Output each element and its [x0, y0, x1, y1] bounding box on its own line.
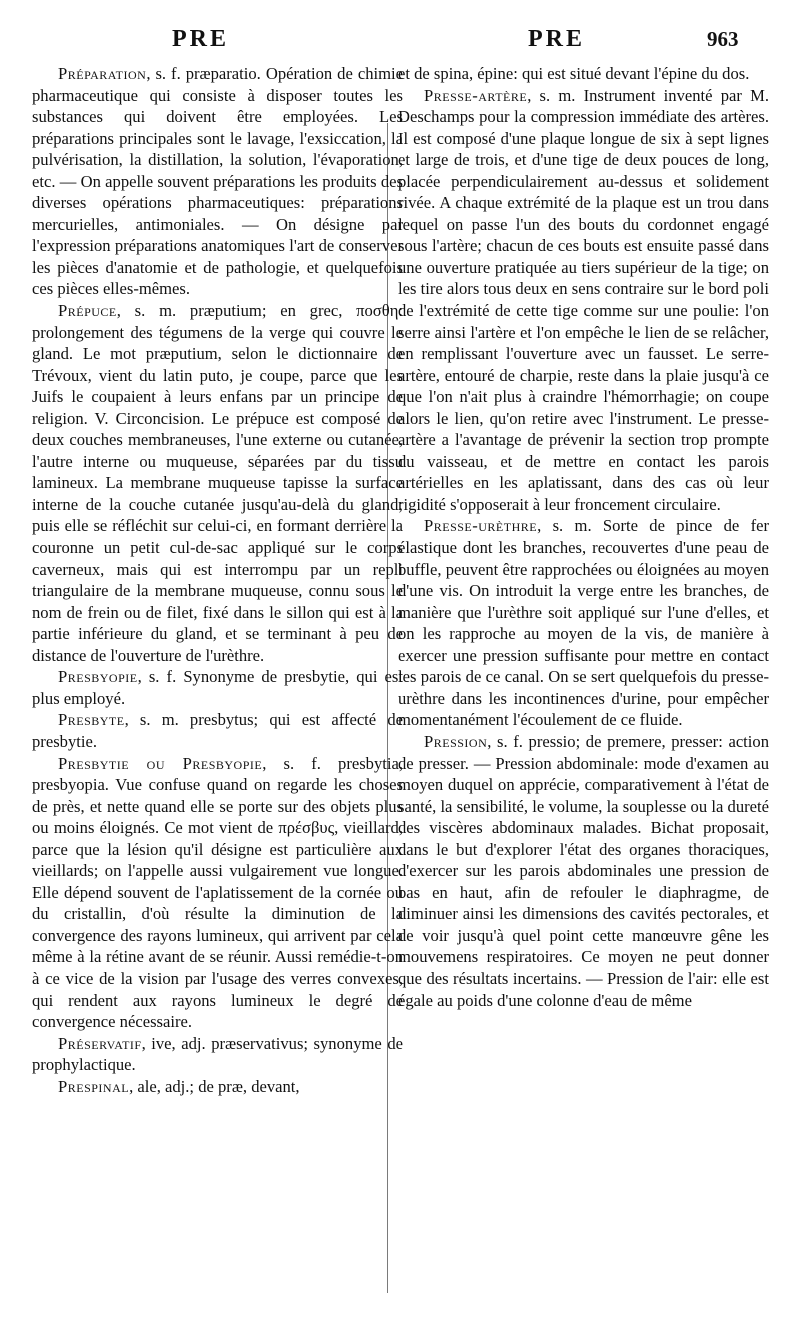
- entry-text: , s. f. presbytia, presbyopia. Vue confuse quand on regarde les choses de près, et nette quand elle se porte sur des objets plus ou moins éloignés. Ce mot vient de πρέσβυς, vieillard, parce que la lésion qu'il désigne est particulière aux vieillards; on l'appelle aussi vulgairement vue longue. Elle dépend souvent de l'aplatissement de la cornée ou du cristallin, d'où résulte la diminution de la convergence des rayons lumineux, qui arrivent par cela même à la rétine avant de se réunir. Aussi remédie-t-on à ce vice de la vision par l'usage des verres convexes, qui rendent aux rayons lumineux le degré de convergence nécessaire.: [32, 753, 403, 1032]
- entry-text: , s. f. Synonyme de presbytie, qui est plus employé.: [32, 667, 403, 708]
- entry-text: , s. m. Sorte de pince de fer élastique dont les branches, recouvertes d'une peau de buffle, peuvent être rapprochées ou éloignées au moyen d'une vis. On introduit la verge entre les branches, de manière que l'urèthre soit appliqué sur l'une d'elles, et on les rapproche au moyen de la vis, de manière à exercer une pression suffisante pour mettre en contact les parois de ce canal. On se sert quelquefois du presse-urèthre dans les incontinences d'urine, pour empêcher momentanément l'écoulement de ce fluide.: [398, 516, 769, 730]
- entry-pression: [398, 731, 769, 1011]
- running-head-left: PRE: [172, 26, 229, 52]
- entry-presbytie: [32, 753, 403, 1033]
- entry-text: , s. m. presbytus; qui est affecté de presbytie.: [32, 710, 403, 751]
- entry-text: , s. f. pressio; de premere, presser: action de presser. — Pression abdominale: mode d'examen au moyen duquel on apprécie, comparativement à l'état de santé, la sensibilité, le volume, la souplesse ou la dureté des viscères abdominaux malades. Bichat proposait, dans le but d'explorer l'état des organes thoraciques, d'exercer sur les parois abdominales une pression de bas en haut, afin de refouler le diaphragme, de diminuer ainsi les dimensions des cavités pectorales, et de voir jusqu'à quel point cette manœuvre gêne les mouvemens respiratoires. Ce moyen ne peut donner que des résultats incertains. — Pression de l'air: elle est égale au poids d'une colonne d'eau de même: [398, 731, 769, 1010]
- entry-presbyte: [32, 709, 403, 752]
- entry-text: , s. f. præparatio. Opération de chimie pharmaceutique qui consiste à disposer toutes les substances qui doivent être employées. Les préparations principales sont le lavage, l'exsiccation, la pulvérisation, la distillation, la solution, l'évaporation, etc. — On appelle souvent préparations les produits des diverses opérations pharmaceutiques: préparations mercurielles, antimoniales. — On désigne par l'expression préparations anatomiques l'art de conserver les pièces d'anatomie et de pathologie, et quelquefois ces pièces elles-mêmes.: [32, 64, 403, 299]
- running-head-right: PRE: [528, 26, 585, 52]
- entry-preservatif: [32, 1033, 403, 1076]
- entry-text: , ive, adj. præservativus; synonyme de prophylactique.: [32, 1033, 403, 1075]
- entry-term: Prespinal: [58, 1076, 130, 1096]
- entry-term: Prépuce: [58, 301, 117, 321]
- right-column: [398, 63, 769, 1011]
- entry-prespinal: [32, 1076, 403, 1098]
- entry-term: Presse-urèthre: [424, 516, 538, 536]
- page-number: 963: [707, 27, 739, 51]
- entry-term: Presbytie ou Presbyopie: [58, 753, 263, 773]
- entry-term: Presbyopie: [58, 667, 138, 687]
- entry-presse-artere: [398, 85, 769, 516]
- entry-presse-urethre: [398, 515, 769, 730]
- entry-preparation: [32, 63, 403, 300]
- entry-presbyopie: [32, 666, 403, 709]
- entry-text: , s. m. Instrument inventé par M. Deschamps pour la compression immédiate des artères. Il est composé d'une plaque longue de six à sept lignes et large de trois, et d'une tige de deux pouces de long, placée perpendiculairement au-dessus et solidement rivée. A chaque extrémité de la plaque est un trou dans lequel on passe l'un des bouts du cordonnet engagé sous l'artère; chacun de ces bouts est ensuite passé dans une ouverture pratiquée au tiers supérieur de la tige; on les tire alors tous deux en sens contraire sur le bord poli de l'extrémité de cette tige comme sur une poulie: l'on serre ainsi l'artère et l'on empêche le lien de se relâcher, en remplissant l'ouverture avec un fausset. Le serre-artère, entouré de charpie, reste dans la plaie jusqu'à ce que l'on n'ait plus à craindre l'hémorrhagie; on coupe alors le lien, qu'on retire avec l'instrument. Le presse-artère a l'avantage de prévenir la section trop prompte du vaisseau, et de mettre en contact les parois artérielles en les aplatissant, dans des cas où leur rigidité s'opposerait à leur froncement circulaire.: [398, 85, 769, 514]
- entry-prepuce: [32, 300, 403, 666]
- entry-text: et de spina, épine: qui est situé devant l'épine du dos.: [398, 64, 750, 83]
- entry-prespinal-continued: [398, 63, 769, 85]
- entry-text: , ale, adj.; de præ, devant,: [129, 1076, 300, 1096]
- entry-term: Presbyte: [58, 710, 125, 730]
- entry-text: , s. m. præputium; en grec, ποσθη: prolongement des tégumens de la verge qui couvre le gland. Le mot præputium, selon le dictionnaire de Trévoux, vient du latin puto, je coupe, parce que les Juifs le coupaient à leurs enfans par un principe de religion. V. Circoncision. Le prépuce est composé de deux couches membraneuses, l'une externe ou cutanée, l'autre interne ou muqueuse, séparées par du tissu lamineux. La membrane muqueuse tapisse la surface interne de la couche cutanée jusqu'au-delà du gland; puis elle se réfléchit sur celui-ci, en formant derrière la couronne un petit cul-de-sac appliqué sur le corps caverneux, mais qui est interrompu par un repli triangulaire de la membrane muqueuse, connu sous le nom de frein ou de filet, fixé dans le sillon qui est à la partie inférieure du gland, et se terminant à peu de distance de l'ouverture de l'urèthre.: [32, 301, 403, 665]
- entry-term: Presse-artère: [424, 85, 528, 105]
- left-column: [32, 63, 403, 1097]
- entry-term: Pression: [424, 731, 488, 751]
- entry-term: Préparation: [58, 64, 147, 83]
- entry-term: Préservatif: [58, 1033, 142, 1053]
